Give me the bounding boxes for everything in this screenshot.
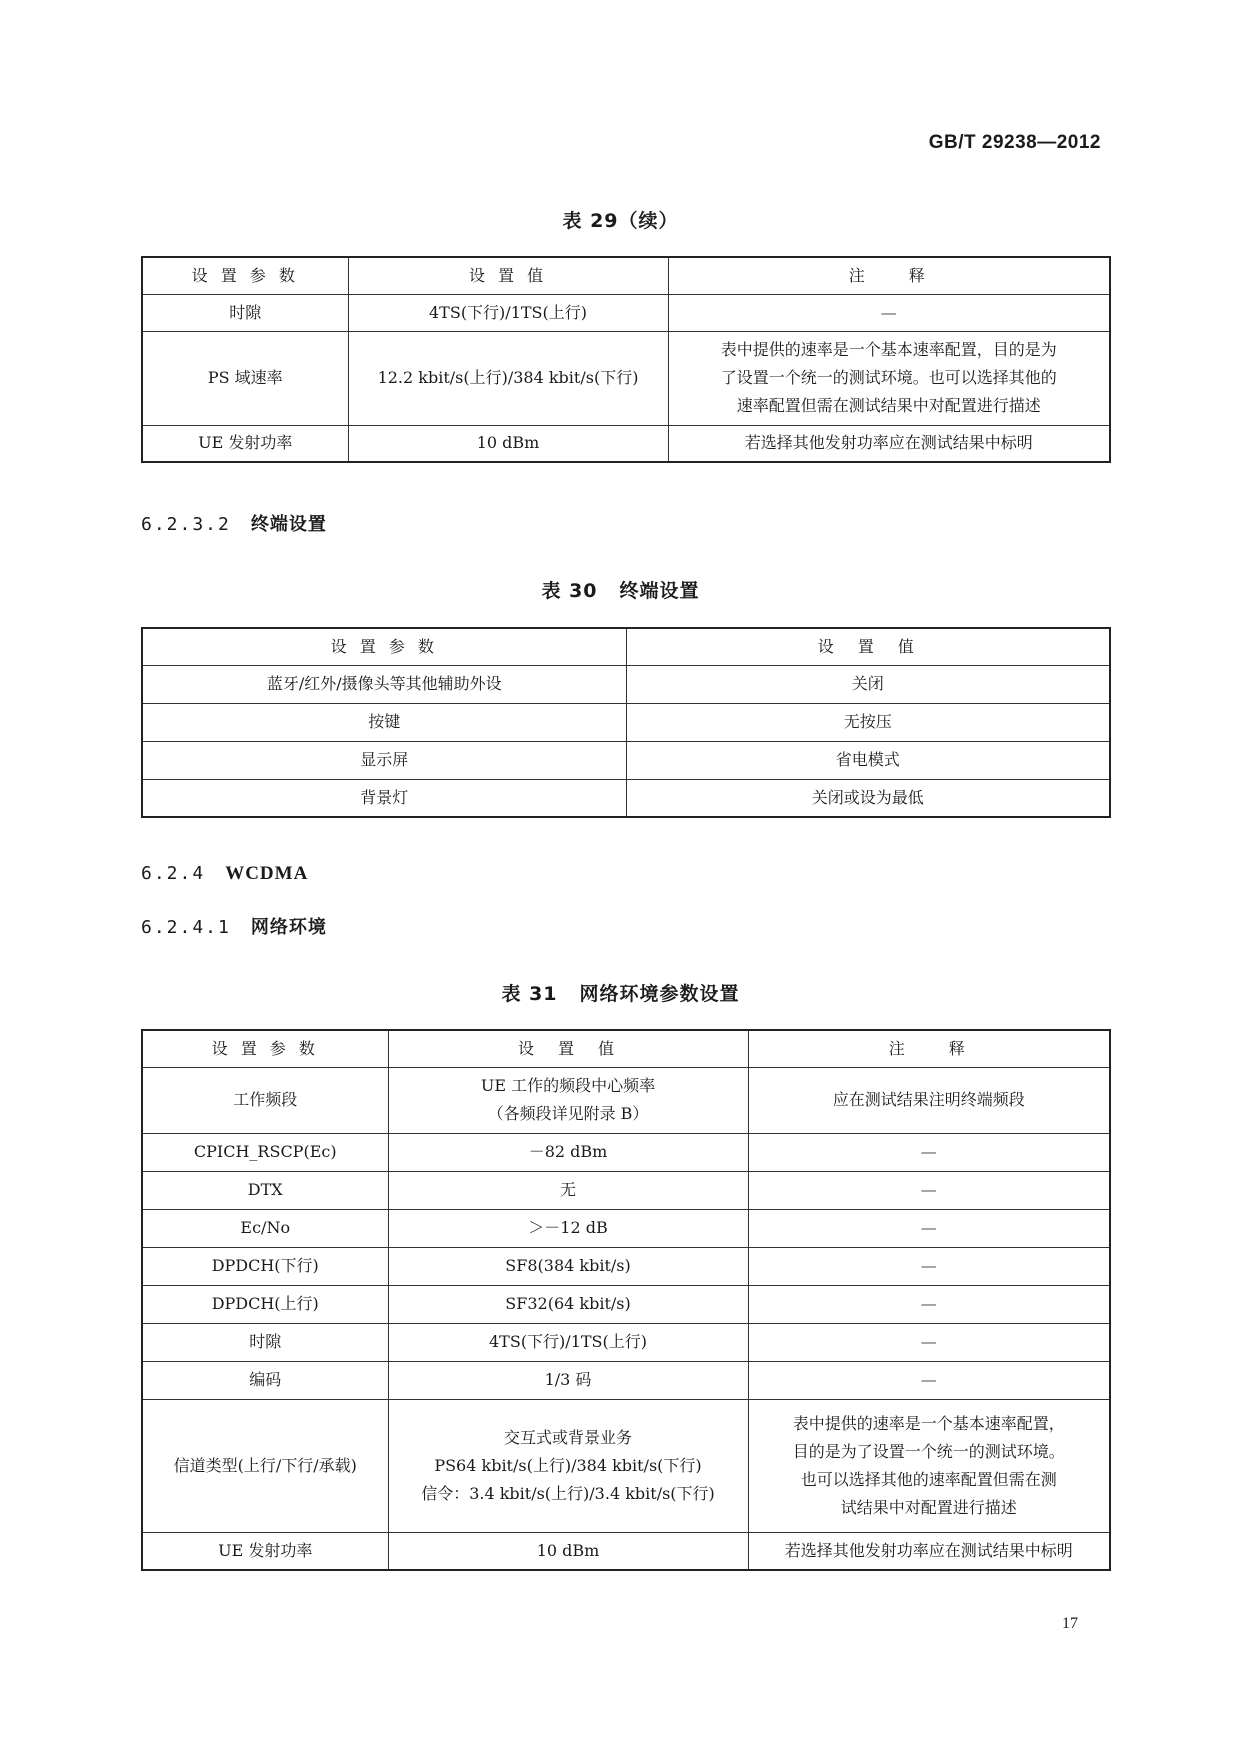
table-row [142,741,1110,779]
table-row [142,1532,1110,1570]
section-heading-624 [141,863,308,885]
caption-number: 表 31 [501,983,558,1005]
param-cell: 工作频段 [142,1067,388,1133]
param-cell: 信道类型(上行/下行/承载) [142,1399,388,1532]
value-cell: －82 dBm [388,1133,748,1171]
value-cell: 无按压 [626,703,1110,741]
section-title: 终端设置 [250,514,327,535]
note-cell: — [748,1133,1110,1171]
note-line: 表中提供的速率是一个基本速率配置， [792,1413,1065,1433]
caption-title: 终端设置 [619,580,700,602]
param-cell: 背景灯 [142,779,626,817]
value-cell: 无 [388,1171,748,1209]
column-header: 设 置 值 [626,628,1110,665]
value-line: 信令：3.4 kbit/s(上行)/3.4 kbit/s(下行) [421,1483,715,1503]
note-cell: — [748,1171,1110,1209]
column-header: 设 置 参 数 [142,257,348,294]
value-cell: 10 dBm [348,425,668,462]
note-line: 目的是为了设置一个统一的测试环境。 [792,1441,1065,1461]
table-row [142,331,1110,425]
table-30-caption [0,576,1241,603]
column-header: 注 释 [748,1030,1110,1067]
param-cell: DPDCH(上行) [142,1285,388,1323]
value-line: PS64 kbit/s(上行)/384 kbit/s(下行) [434,1455,702,1475]
page-number: 17 [1062,1615,1078,1632]
note-cell: — [748,1247,1110,1285]
value-line: （各频段详见附录 B） [487,1104,649,1123]
table-29 [141,256,1111,463]
caption-title: 网络环境参数设置 [579,983,740,1005]
value-cell: ＞－12 dB [388,1209,748,1247]
value-cell: 10 dBm [388,1532,748,1570]
value-cell: 省电模式 [626,741,1110,779]
column-header: 注 释 [668,257,1110,294]
value-cell: 4TS(下行)/1TS(上行) [348,294,668,331]
table-row [142,1171,1110,1209]
section-number: 6.2.4 [141,863,206,884]
note-cell: — [668,294,1110,331]
value-line: 交互式或背景业务 [503,1427,632,1447]
value-cell: 4TS(下行)/1TS(上行) [388,1323,748,1361]
standard-number: GB/T 29238—2012 [928,132,1101,153]
section-title: 网络环境 [250,917,327,938]
param-cell: 蓝牙/红外/摄像头等其他辅助外设 [142,665,626,703]
section-number: 6.2.4.1 [141,917,231,938]
value-line: UE 工作的频段中心频率 [480,1076,656,1095]
param-cell: 时隙 [142,1323,388,1361]
param-cell: 时隙 [142,294,348,331]
table-row [142,779,1110,817]
note-cell: — [748,1361,1110,1399]
table-row [142,1209,1110,1247]
value-cell [388,1399,748,1532]
value-cell: 1/3 码 [388,1361,748,1399]
value-cell [388,1067,748,1133]
param-cell: UE 发射功率 [142,1532,388,1570]
value-cell: 关闭或设为最低 [626,779,1110,817]
note-line: 速率配置但需在测试结果中对配置进行描述 [736,396,1041,415]
table-row [142,703,1110,741]
note-cell [668,331,1110,425]
note-line: 表中提供的速率是一个基本速率配置，目的是为 [720,340,1057,359]
section-heading-6241 [141,913,327,939]
section-heading-6232 [141,510,327,536]
note-cell: — [748,1323,1110,1361]
note-cell: — [748,1285,1110,1323]
param-cell: 按键 [142,703,626,741]
table-29-caption: 表 29（续） [562,210,679,232]
table-row [142,1285,1110,1323]
table-30 [141,627,1111,818]
section-title: WCDMA [225,863,309,884]
param-cell: DPDCH(下行) [142,1247,388,1285]
table-row [142,425,1110,462]
table-row [142,1067,1110,1133]
table-31-caption [0,979,1241,1006]
table-row [142,294,1110,331]
note-cell: 若选择其他发射功率应在测试结果中标明 [748,1532,1110,1570]
table-row [142,1323,1110,1361]
note-cell: 若选择其他发射功率应在测试结果中标明 [668,425,1110,462]
column-header: 设 置 参 数 [142,1030,388,1067]
note-line: 也可以选择其他的速率配置但需在测 [800,1469,1057,1489]
value-cell: SF8(384 kbit/s) [388,1247,748,1285]
caption-number: 表 30 [541,580,598,602]
param-cell: PS 域速率 [142,331,348,425]
column-header: 设 置 值 [348,257,668,294]
table-row [142,1133,1110,1171]
note-cell: — [748,1209,1110,1247]
param-cell: 编码 [142,1361,388,1399]
note-cell [748,1399,1110,1532]
note-cell: 应在测试结果注明终端频段 [748,1067,1110,1133]
param-cell: 显示屏 [142,741,626,779]
table-row [142,665,1110,703]
table-row [142,1247,1110,1285]
param-cell: UE 发射功率 [142,425,348,462]
value-cell: 关闭 [626,665,1110,703]
column-header: 设 置 参 数 [142,628,626,665]
section-number: 6.2.3.2 [141,514,231,535]
table-header-row [142,1030,1110,1067]
param-cell: Ec/No [142,1209,388,1247]
param-cell: DTX [142,1171,388,1209]
param-cell: CPICH_RSCP(Ec) [142,1133,388,1171]
table-header-row [142,257,1110,294]
value-cell: 12.2 kbit/s(上行)/384 kbit/s(下行) [348,331,668,425]
note-line: 了设置一个统一的测试环境。也可以选择其他的 [720,368,1057,387]
table-row [142,1361,1110,1399]
table-header-row [142,628,1110,665]
value-cell: SF32(64 kbit/s) [388,1285,748,1323]
column-header: 设 置 值 [388,1030,748,1067]
note-line: 试结果中对配置进行描述 [840,1497,1017,1517]
table-31 [141,1029,1111,1571]
table-row [142,1399,1110,1532]
